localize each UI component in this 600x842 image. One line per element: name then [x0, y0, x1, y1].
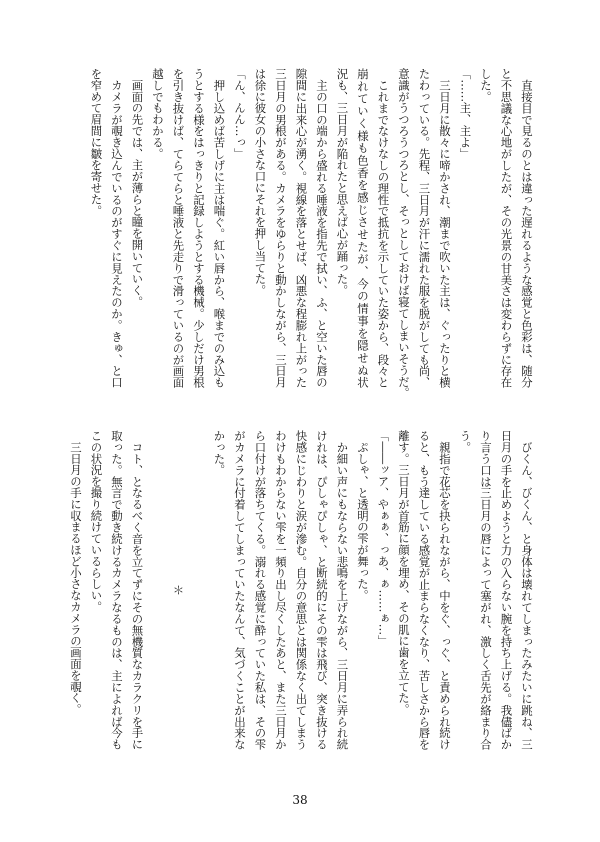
text-column: 意識がうつろうつろとし、そっとしておけば寝てしまいそうだ。 — [397, 68, 411, 399]
text-column: わけもわからない雫を一頻り出し尽くしたあと、また三日月か — [274, 430, 288, 750]
text-column: カメラが覗き込んでいるのがすぐに見えたのか。きゅ、と口 — [110, 68, 124, 388]
text-column: 押し込めば苦しげに主は喘ぐ。紅い唇から、喉までのみ込も — [212, 68, 227, 388]
text-column: ら口付けが落ちてくる。溺れる感覚に酔っていた私は、その雫 — [253, 430, 268, 750]
text-column: ぷしゃ、と透明の雫が舞った。 — [356, 430, 370, 601]
text-column: この状況を撮り続けているらしい。 — [89, 430, 104, 613]
text-column: 崩れていく様も色香を感じさせたが、今の情事を隠せぬ状 — [356, 68, 370, 388]
text-column: と不思議な心地がしたが、その光景の甘美さは変わらずに存在 — [499, 68, 514, 388]
text-column: 日月の手を止めようと力の入らない腕を持ち上げる。我儘ばか — [499, 430, 514, 750]
text-column: 「――ッア、やぁぁ、っあ、ぁ……ぁ…」 — [376, 430, 391, 647]
text-column: を引き抜けば、てらてらと唾液と先走りで滑っているのが画面 — [171, 68, 186, 388]
text-column: 「ん、んん…っ」 — [233, 68, 247, 160]
scene-break: ＊ — [171, 584, 186, 596]
blank-column — [189, 430, 210, 750]
text-column: を窄めて眉間に皺を寄せた。 — [89, 68, 104, 217]
text-column: 況も、三日月が陥れたと思えば心が踊った。 — [335, 68, 350, 296]
page-number: 38 — [292, 793, 308, 807]
upper-text-block — [86, 68, 537, 399]
blank-column — [148, 430, 169, 750]
text-column: ると、もう達している感覚が止まらなくなり、苦しさから唇を — [417, 430, 432, 750]
text-column: たわっている。先程、三日月が汗に濡れた服を脱がしても尚、 — [417, 68, 432, 388]
text-column: した。 — [479, 68, 493, 103]
text-column: 三日月の手に収まるほど小さなカメラの画面を覗く。 — [69, 430, 83, 715]
text-column: がカメラに付着してしまっていたなんて、気づくことが出来な — [233, 430, 247, 750]
text-column: 越しでもわかる。 — [151, 68, 165, 160]
text-column: 離す。三日月が首筋に顔を埋め、その肌に歯を立てた。 — [397, 430, 411, 715]
text-column: 取った。無言で動き続けるカメラなるものは、主によれば今も — [110, 430, 124, 750]
text-column: これまでなけなしの理性で抵抗を示していた姿から、段々と — [376, 68, 391, 388]
text-column: けれは、ぴしゃぴしゃ、と断続的にその雫は飛び、突き抜ける — [315, 430, 329, 750]
text-column: 主の口の端から盛れる唾液を指先で拭い、ふ、と空いた唇の — [315, 68, 329, 388]
text-column: 隙間に出来心が湧く。視線を落とせば、凶悪な程膨れ上がった — [294, 68, 309, 388]
text-column: 画面の先では、主が薄らと瞳を開いていく。 — [130, 68, 145, 308]
text-column: 直接目で見るのとは違った遅れるような感覚と色彩は、随分 — [520, 68, 534, 388]
text-column: り言う口は三日月の唇によって塞がれ、激しく舌先が絡まり合 — [479, 430, 493, 750]
text-column: は徐に彼女の小さな口にそれを押し当てた。 — [253, 68, 268, 296]
text-column: 「……主、主よ」 — [458, 68, 473, 160]
text-column: うとする様をはっきりと記録しようとする機械。少しだけ男根 — [192, 68, 206, 388]
text-column: う。 — [458, 430, 473, 453]
text-column: 三日月の男根がある。カメラをゆらりと動かしながら、三日月 — [274, 68, 288, 388]
text-column: 三日月に散々に啼かされ、潮まで吹いた主は、ぐったりと横 — [438, 68, 452, 388]
text-column: びくん、びくん、と身体は壊れてしまったみたいに跳ね、三 — [520, 430, 534, 750]
text-column: コト、となるべく音を立てずにその無機質なカラクリを手に — [130, 430, 145, 750]
text-column: 快感にじわりと涙が滲む。自分の意思とは関係なく出てしまう — [294, 430, 309, 750]
text-column: かった。 — [212, 430, 227, 476]
text-column: か細い声にもならない悲鳴を上げながら、三日月に弄られ続 — [335, 430, 350, 750]
lower-text-block — [66, 430, 538, 750]
text-column: 親指で花芯を抉られながら、中をぐ、っぐ、と責められ続け — [438, 430, 452, 750]
